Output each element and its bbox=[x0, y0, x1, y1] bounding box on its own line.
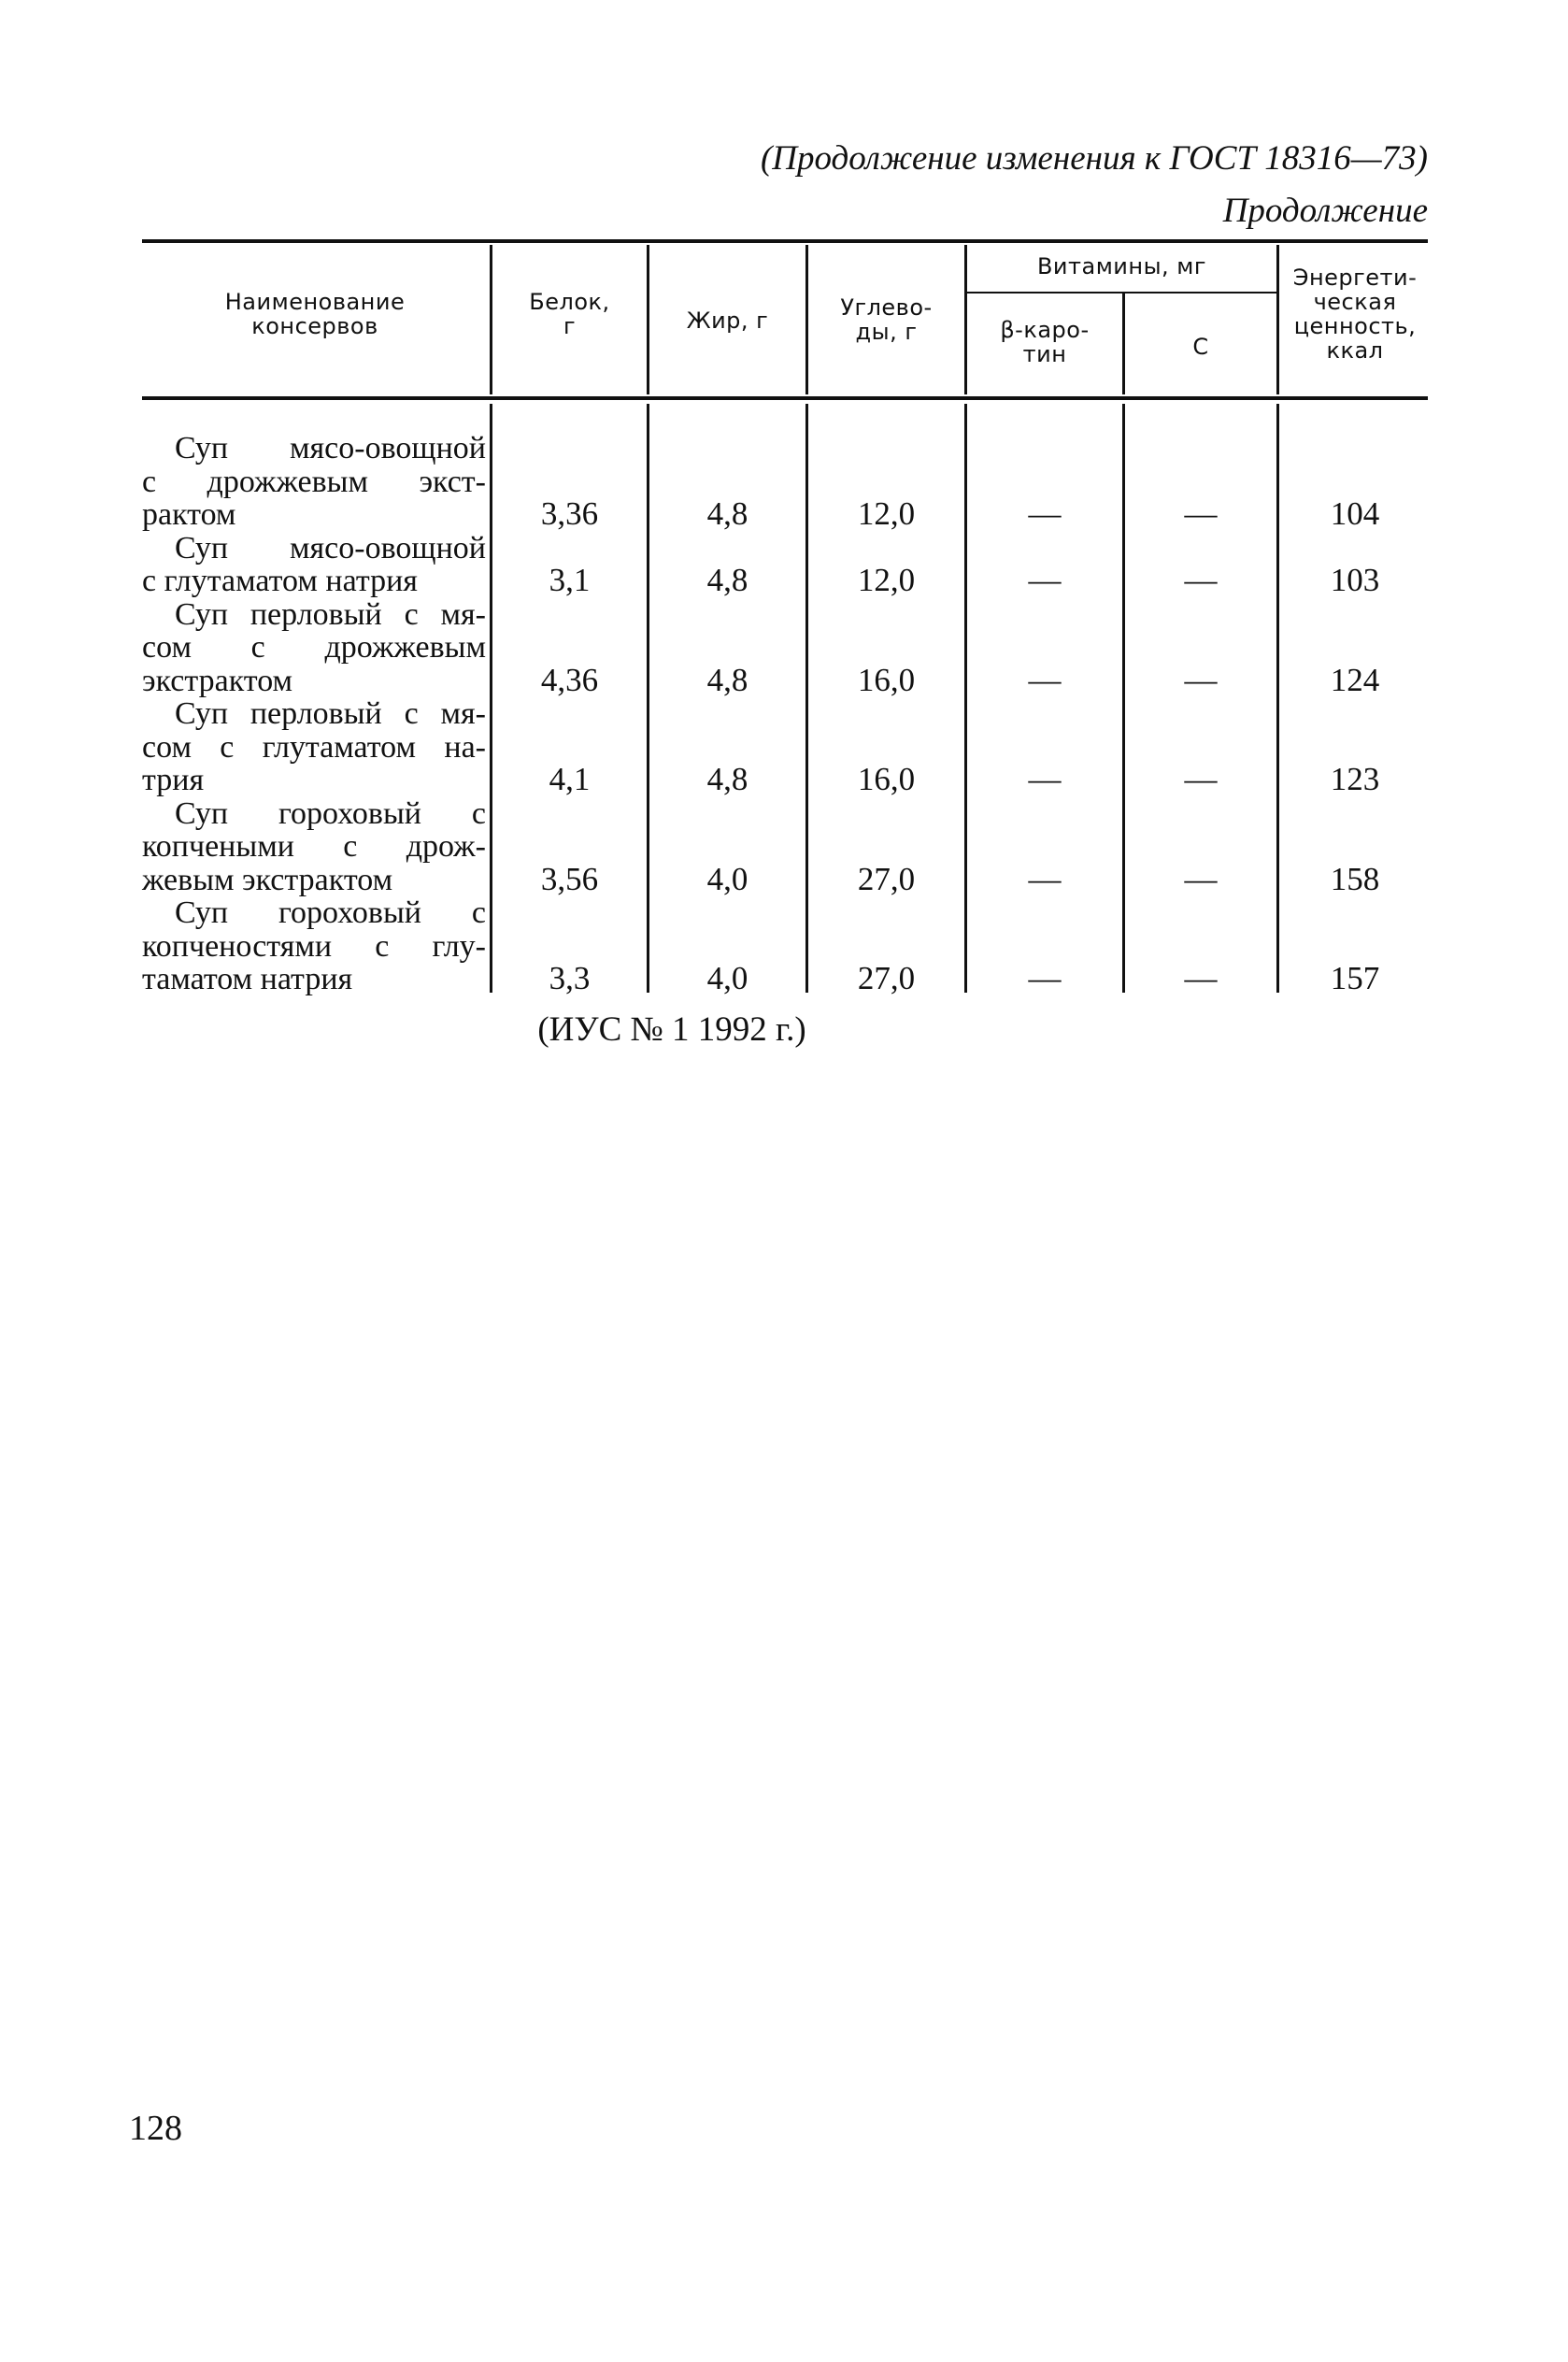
protein-cell: 4,36 bbox=[540, 661, 599, 698]
protein-cell: 3,1 bbox=[549, 562, 591, 598]
row-name-line: сом с глутаматом на- bbox=[142, 729, 486, 765]
vitamin-c-cell: — bbox=[1184, 562, 1218, 598]
carbs-cell: 12,0 bbox=[857, 562, 916, 598]
vitamin-c-cell: — bbox=[1184, 960, 1218, 996]
fat-cell: 4,0 bbox=[706, 960, 748, 996]
protein-cell: 3,3 bbox=[549, 960, 591, 996]
carbs-cell: 12,0 bbox=[857, 495, 916, 532]
energy-cell: 157 bbox=[1330, 960, 1380, 996]
column-header-carbs: Углево- ды, г bbox=[840, 294, 933, 345]
row-name bbox=[142, 432, 486, 532]
row-name-line: копченостями с глу- bbox=[142, 928, 486, 964]
protein-cell: 3,56 bbox=[540, 860, 599, 897]
row-name bbox=[142, 598, 486, 698]
energy-cell: 104 bbox=[1330, 495, 1380, 532]
row-name-line: Суп мясо-овощной bbox=[175, 431, 486, 465]
energy-cell: 124 bbox=[1330, 661, 1380, 698]
energy-cell: 123 bbox=[1330, 761, 1380, 797]
beta-carotene-cell: — bbox=[1028, 495, 1062, 532]
table-top-rule bbox=[142, 239, 1428, 243]
vitamin-c-cell: — bbox=[1184, 495, 1218, 532]
row-name bbox=[142, 797, 486, 897]
vitamin-c-cell: — bbox=[1184, 661, 1218, 698]
row-name-line: Суп гороховый с bbox=[175, 795, 486, 831]
column-header-name: Наименование консервов bbox=[224, 289, 406, 339]
row-name-line: рактом bbox=[142, 497, 236, 532]
fat-cell: 4,0 bbox=[706, 860, 748, 897]
row-name-line: Суп перловый с мя- bbox=[175, 596, 486, 632]
energy-cell: 158 bbox=[1330, 860, 1380, 897]
vitamin-c-cell: — bbox=[1184, 761, 1218, 797]
row-name bbox=[142, 532, 486, 598]
table-header-bottom-rule bbox=[142, 396, 1428, 400]
beta-carotene-cell: — bbox=[1028, 562, 1062, 598]
fat-cell: 4,8 bbox=[706, 495, 748, 532]
row-name-line: копчеными с дрож- bbox=[142, 829, 486, 864]
beta-carotene-cell: — bbox=[1028, 761, 1062, 797]
column-header-vitamins: Витамины, мг bbox=[1036, 253, 1207, 279]
column-divider bbox=[1122, 404, 1125, 993]
carbs-cell: 27,0 bbox=[857, 960, 916, 996]
carbs-cell: 27,0 bbox=[857, 860, 916, 897]
protein-cell: 3,36 bbox=[540, 495, 599, 532]
row-name-line: трия bbox=[142, 763, 205, 797]
energy-cell: 103 bbox=[1330, 562, 1380, 598]
column-divider bbox=[490, 404, 492, 993]
row-name-line: Суп мясо-овощной bbox=[175, 530, 486, 565]
beta-carotene-cell: — bbox=[1028, 661, 1062, 698]
page-number: 128 bbox=[129, 2109, 182, 2148]
fat-cell: 4,8 bbox=[706, 562, 748, 598]
table-continuation-label: Продолжение bbox=[1222, 192, 1428, 230]
column-divider bbox=[964, 404, 967, 993]
row-name-line: экстрактом bbox=[142, 663, 293, 698]
row-name-line: Суп гороховый с bbox=[175, 895, 486, 930]
row-name-line: с дрожжевым экст- bbox=[142, 464, 486, 499]
row-name-line: с глутаматом натрия bbox=[142, 564, 418, 598]
row-name-line: жевым экстрактом bbox=[142, 862, 393, 897]
fat-cell: 4,8 bbox=[706, 761, 748, 797]
column-header-protein: Белок, г bbox=[529, 289, 610, 339]
column-header-vitamin-c: С bbox=[1192, 334, 1209, 360]
document-continuation-title: (Продолжение изменения к ГОСТ 18316—73) bbox=[760, 139, 1428, 178]
column-divider bbox=[647, 404, 649, 993]
row-name-line: сом с дрожжевым bbox=[142, 630, 486, 665]
vitamins-group-rule bbox=[965, 292, 1277, 293]
carbs-cell: 16,0 bbox=[857, 761, 916, 797]
row-name-line: таматом натрия bbox=[142, 962, 353, 996]
column-header-fat: Жир, г bbox=[686, 308, 769, 334]
vitamin-c-cell: — bbox=[1184, 860, 1218, 897]
column-header-beta-carotene: β-каро- тин bbox=[1000, 317, 1090, 367]
column-header-energy: Энергети- ческая ценность, ккал bbox=[1292, 265, 1418, 364]
row-name bbox=[142, 697, 486, 797]
protein-cell: 4,1 bbox=[549, 761, 591, 797]
carbs-cell: 16,0 bbox=[857, 661, 916, 698]
beta-carotene-cell: — bbox=[1028, 860, 1062, 897]
row-name bbox=[142, 896, 486, 996]
row-name-line: Суп перловый с мя- bbox=[175, 696, 486, 731]
fat-cell: 4,8 bbox=[706, 661, 748, 698]
column-divider bbox=[805, 404, 808, 993]
column-divider bbox=[1276, 404, 1279, 993]
beta-carotene-cell: — bbox=[1028, 960, 1062, 996]
source-note: (ИУС № 1 1992 г.) bbox=[537, 1010, 806, 1049]
